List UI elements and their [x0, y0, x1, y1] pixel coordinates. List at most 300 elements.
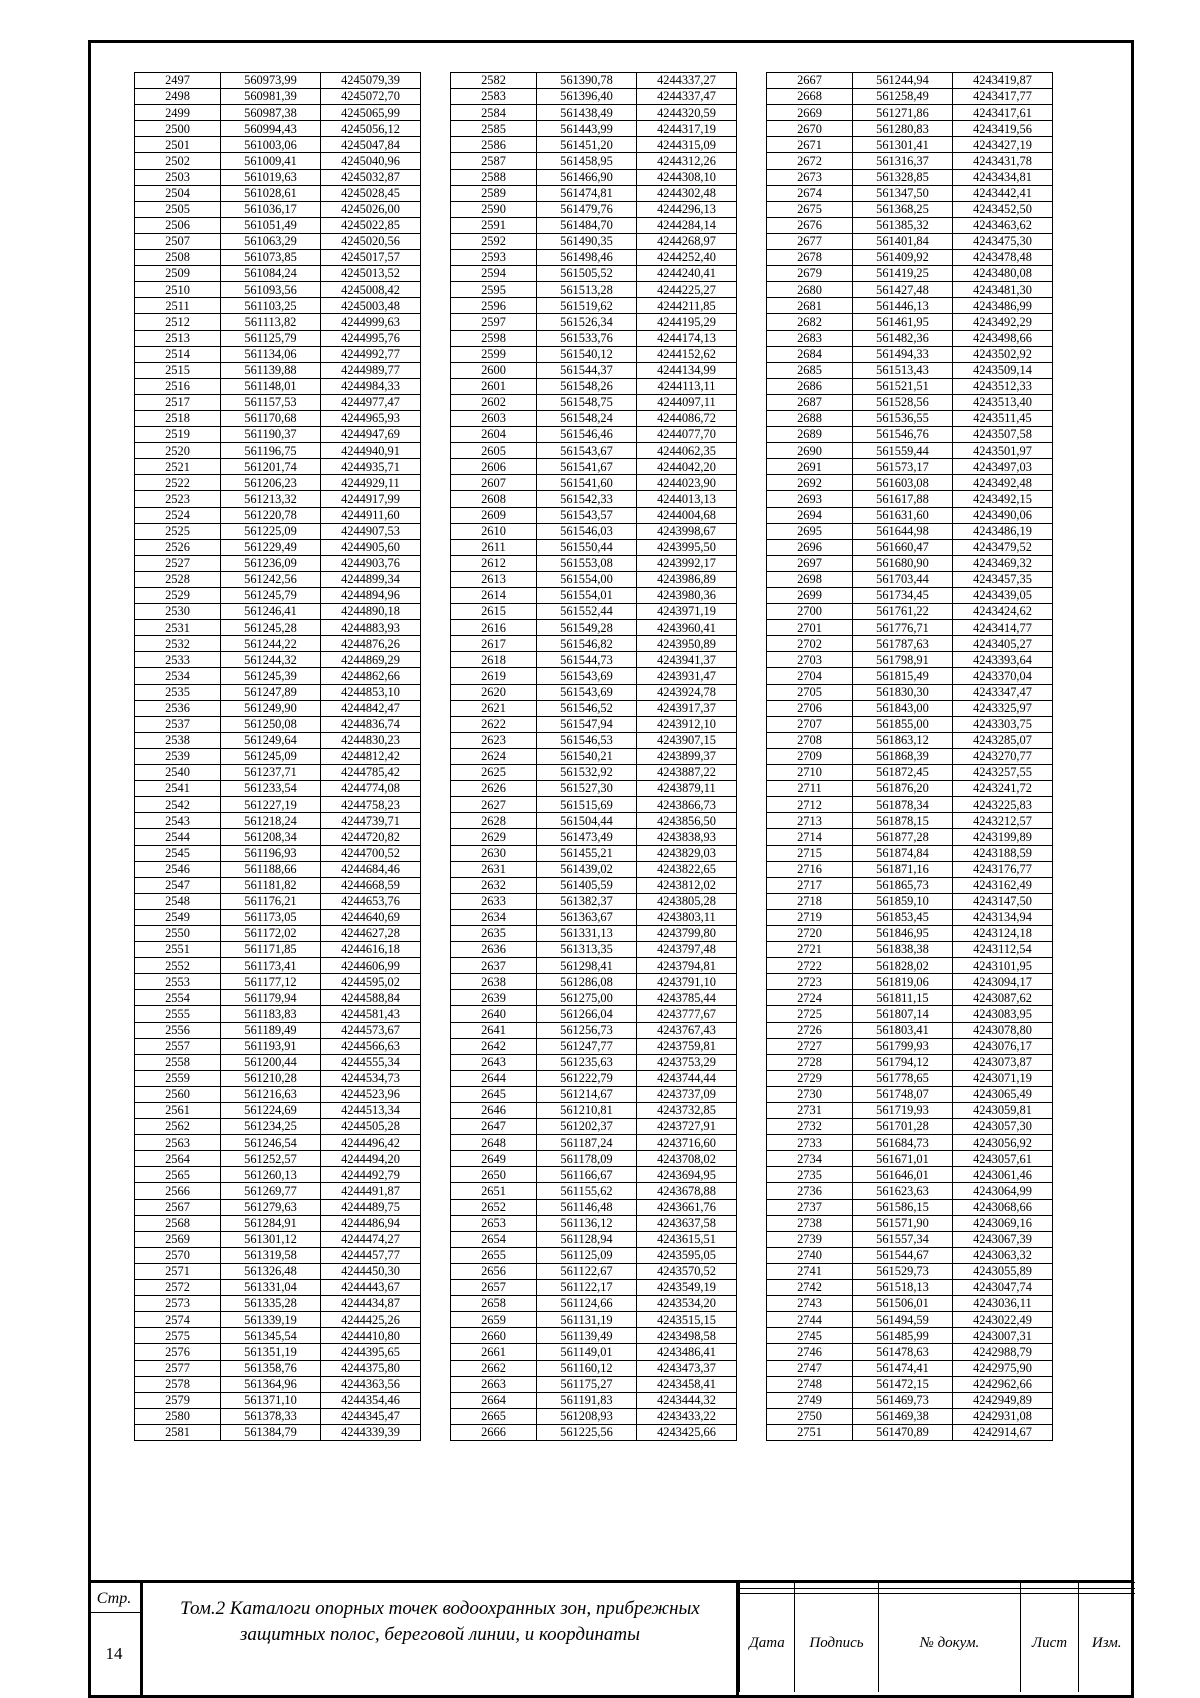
- point-number: 2499: [135, 105, 221, 121]
- table-row: [451, 845, 737, 861]
- coordinate-y: 4243463,62: [953, 217, 1053, 233]
- point-number: 2644: [451, 1070, 537, 1086]
- coordinate-x: 561855,00: [853, 716, 953, 732]
- table-row: [451, 1054, 737, 1070]
- table-row: [451, 1247, 737, 1263]
- table-row: [767, 1328, 1053, 1344]
- coordinate-x: 561125,79: [221, 330, 321, 346]
- coordinate-y: 4244097,11: [637, 394, 737, 410]
- point-number: 2663: [451, 1376, 537, 1392]
- point-number: 2736: [767, 1183, 853, 1199]
- coordinate-x: 561246,54: [221, 1135, 321, 1151]
- coordinate-x: 561236,09: [221, 555, 321, 571]
- coordinate-x: 561177,12: [221, 974, 321, 990]
- point-number: 2538: [135, 732, 221, 748]
- coordinate-y: 4242962,66: [953, 1376, 1053, 1392]
- coordinate-x: 561504,44: [537, 813, 637, 829]
- coordinate-y: 4243737,09: [637, 1086, 737, 1102]
- coordinate-x: 561527,30: [537, 781, 637, 797]
- table-row: [135, 620, 421, 636]
- table-row: [451, 877, 737, 893]
- coordinate-y: 4243417,61: [953, 105, 1053, 121]
- point-number: 2590: [451, 201, 537, 217]
- table-row: [135, 185, 421, 201]
- table-row: [451, 1070, 737, 1086]
- coordinate-x: 561819,06: [853, 974, 953, 990]
- coordinate-y: 4244555,34: [321, 1054, 421, 1070]
- coordinate-x: 561019,63: [221, 169, 321, 185]
- coordinate-x: 561543,69: [537, 668, 637, 684]
- coordinate-x: 561245,39: [221, 668, 321, 684]
- coordinate-y: 4243176,77: [953, 861, 1053, 877]
- point-number: 2687: [767, 394, 853, 410]
- coordinate-y: 4245072,70: [321, 89, 421, 105]
- coordinate-y: 4244004,68: [637, 507, 737, 523]
- page-number-cell: [88, 1580, 143, 1695]
- point-number: 2512: [135, 314, 221, 330]
- coordinate-x: 561828,02: [853, 958, 953, 974]
- point-number: 2543: [135, 813, 221, 829]
- point-number: 2744: [767, 1312, 853, 1328]
- coordinate-x: 561319,58: [221, 1247, 321, 1263]
- coordinate-y: 4244354,46: [321, 1392, 421, 1408]
- coordinates-table-3: [766, 72, 1053, 1441]
- coordinate-x: 561494,33: [853, 346, 953, 362]
- table-row: [767, 1376, 1053, 1392]
- point-number: 2666: [451, 1424, 537, 1440]
- table-row: [767, 362, 1053, 378]
- point-number: 2635: [451, 925, 537, 941]
- point-number: 2515: [135, 362, 221, 378]
- point-number: 2629: [451, 829, 537, 845]
- coordinate-x: 561461,95: [853, 314, 953, 330]
- point-number: 2534: [135, 668, 221, 684]
- table-row: [767, 121, 1053, 137]
- table-row: [451, 362, 737, 378]
- table-row: [135, 523, 421, 539]
- point-number: 2741: [767, 1263, 853, 1279]
- point-number: 2686: [767, 378, 853, 394]
- coordinate-y: 4243303,75: [953, 716, 1053, 732]
- table-row: [451, 555, 737, 571]
- point-number: 2697: [767, 555, 853, 571]
- point-number: 2497: [135, 73, 221, 89]
- coordinate-x: 561521,51: [853, 378, 953, 394]
- coordinate-y: 4244911,60: [321, 507, 421, 523]
- coordinate-y: 4243431,78: [953, 153, 1053, 169]
- coordinate-x: 561548,75: [537, 394, 637, 410]
- table-row: [767, 475, 1053, 491]
- table-row: [767, 1167, 1053, 1183]
- point-number: 2640: [451, 1006, 537, 1022]
- coordinate-x: 561542,33: [537, 491, 637, 507]
- point-number: 2718: [767, 893, 853, 909]
- coordinate-x: 561794,12: [853, 1054, 953, 1070]
- coordinate-x: 561548,26: [537, 378, 637, 394]
- coordinate-x: 561335,28: [221, 1296, 321, 1312]
- table-row: [767, 1263, 1053, 1279]
- table-row: [135, 1312, 421, 1328]
- point-number: 2705: [767, 684, 853, 700]
- table-row: [767, 1038, 1053, 1054]
- table-row: [451, 1183, 737, 1199]
- coordinate-y: 4243907,15: [637, 732, 737, 748]
- coordinate-y: 4245047,84: [321, 137, 421, 153]
- point-number: 2599: [451, 346, 537, 362]
- table-row: [451, 571, 737, 587]
- coordinate-x: 561125,09: [537, 1247, 637, 1263]
- table-row: [451, 153, 737, 169]
- coordinate-x: 561148,01: [221, 378, 321, 394]
- coordinate-x: 561003,06: [221, 137, 321, 153]
- table-row: [451, 716, 737, 732]
- coordinate-y: 4244443,67: [321, 1280, 421, 1296]
- coordinate-y: 4243424,62: [953, 604, 1053, 620]
- table-row: [135, 73, 421, 89]
- table-row: [135, 314, 421, 330]
- coordinate-y: 4244700,52: [321, 845, 421, 861]
- table-row: [135, 1247, 421, 1263]
- page-number: 14: [105, 1644, 123, 1663]
- table-row: [451, 475, 737, 491]
- coordinate-y: 4242949,89: [953, 1392, 1053, 1408]
- table-row: [135, 1022, 421, 1038]
- table-row: [451, 330, 737, 346]
- coordinate-y: 4243257,55: [953, 765, 1053, 781]
- coordinate-x: 561245,28: [221, 620, 321, 636]
- point-number: 2583: [451, 89, 537, 105]
- stamp-signature-label: Подпись: [795, 1594, 879, 1692]
- point-number: 2514: [135, 346, 221, 362]
- coordinate-y: 4245020,56: [321, 233, 421, 249]
- table-row: [767, 684, 1053, 700]
- coordinate-x: 561301,41: [853, 137, 953, 153]
- coordinate-y: 4243486,99: [953, 298, 1053, 314]
- coordinate-y: 4243427,19: [953, 137, 1053, 153]
- table-row: [135, 925, 421, 941]
- point-number: 2571: [135, 1263, 221, 1279]
- point-number: 2507: [135, 233, 221, 249]
- coordinate-y: 4243478,48: [953, 250, 1053, 266]
- table-row: [451, 217, 737, 233]
- point-number: 2654: [451, 1231, 537, 1247]
- table-row: [767, 491, 1053, 507]
- table-row: [451, 459, 737, 475]
- coordinate-x: 561139,49: [537, 1328, 637, 1344]
- table-row: [135, 1167, 421, 1183]
- coordinate-x: 561559,44: [853, 443, 953, 459]
- point-number: 2527: [135, 555, 221, 571]
- coordinate-y: 4244296,13: [637, 201, 737, 217]
- point-number: 2554: [135, 990, 221, 1006]
- table-row: [451, 829, 737, 845]
- coordinate-x: 560994,43: [221, 121, 321, 137]
- table-row: [767, 89, 1053, 105]
- document-title-line-1: Том.2 Каталоги опорных точек водоохранных зон, прибрежных: [180, 1598, 700, 1619]
- coordinate-x: 561571,90: [853, 1215, 953, 1231]
- table-row: [451, 169, 737, 185]
- coordinate-x: 561210,28: [221, 1070, 321, 1086]
- coordinate-x: 561242,56: [221, 571, 321, 587]
- coordinate-x: 561183,83: [221, 1006, 321, 1022]
- coordinate-y: 4243325,97: [953, 700, 1053, 716]
- coordinate-x: 561546,82: [537, 636, 637, 652]
- coordinate-x: 561233,54: [221, 781, 321, 797]
- coordinate-x: 561378,33: [221, 1408, 321, 1424]
- table-row: [451, 1312, 737, 1328]
- coordinate-x: 561529,73: [853, 1263, 953, 1279]
- table-row: [135, 201, 421, 217]
- coordinate-x: 561188,66: [221, 861, 321, 877]
- coordinate-y: 4243444,32: [637, 1392, 737, 1408]
- point-number: 2558: [135, 1054, 221, 1070]
- table-row: [135, 1280, 421, 1296]
- coordinate-y: 4244627,28: [321, 925, 421, 941]
- coordinate-x: 561494,59: [853, 1312, 953, 1328]
- coordinate-y: 4243812,02: [637, 877, 737, 893]
- point-number: 2560: [135, 1086, 221, 1102]
- table-row: [135, 668, 421, 684]
- point-number: 2680: [767, 282, 853, 298]
- table-row: [451, 1215, 737, 1231]
- table-row: [767, 1344, 1053, 1360]
- coordinate-x: 561573,17: [853, 459, 953, 475]
- coordinate-y: 4243414,77: [953, 620, 1053, 636]
- table-row: [767, 1280, 1053, 1296]
- coordinate-x: 561225,09: [221, 523, 321, 539]
- point-number: 2608: [451, 491, 537, 507]
- table-row: [135, 1135, 421, 1151]
- table-row: [451, 974, 737, 990]
- coordinate-y: 4243199,89: [953, 829, 1053, 845]
- table-row: [451, 1280, 737, 1296]
- table-row: [451, 73, 737, 89]
- coordinate-y: 4244505,28: [321, 1119, 421, 1135]
- point-number: 2698: [767, 571, 853, 587]
- point-number: 2703: [767, 652, 853, 668]
- point-number: 2667: [767, 73, 853, 89]
- coordinate-y: 4243270,77: [953, 748, 1053, 764]
- coordinate-y: 4244883,93: [321, 620, 421, 636]
- table-row: [451, 185, 737, 201]
- point-number: 2568: [135, 1215, 221, 1231]
- coordinate-x: 561073,85: [221, 250, 321, 266]
- point-number: 2671: [767, 137, 853, 153]
- coordinate-y: 4244457,77: [321, 1247, 421, 1263]
- coordinate-y: 4243492,29: [953, 314, 1053, 330]
- coordinate-y: 4243887,22: [637, 765, 737, 781]
- coordinate-y: 4244450,30: [321, 1263, 421, 1279]
- point-number: 2679: [767, 266, 853, 282]
- point-number: 2711: [767, 781, 853, 797]
- coordinate-x: 561178,09: [537, 1151, 637, 1167]
- table-row: [451, 121, 737, 137]
- point-number: 2619: [451, 668, 537, 684]
- point-number: 2748: [767, 1376, 853, 1392]
- coordinate-x: 561103,25: [221, 298, 321, 314]
- point-number: 2712: [767, 797, 853, 813]
- table-row: [451, 684, 737, 700]
- coordinate-y: 4244284,14: [637, 217, 737, 233]
- point-number: 2647: [451, 1119, 537, 1135]
- coordinate-x: 561778,65: [853, 1070, 953, 1086]
- coordinate-y: 4243492,48: [953, 475, 1053, 491]
- coordinate-y: 4243101,95: [953, 958, 1053, 974]
- coordinate-y: 4243497,03: [953, 459, 1053, 475]
- coordinate-y: 4243147,50: [953, 893, 1053, 909]
- coordinate-y: 4243838,93: [637, 829, 737, 845]
- table-row: [135, 571, 421, 587]
- coordinate-x: 561586,15: [853, 1199, 953, 1215]
- table-row: [451, 668, 737, 684]
- point-number: 2702: [767, 636, 853, 652]
- point-number: 2501: [135, 137, 221, 153]
- coordinate-y: 4244774,08: [321, 781, 421, 797]
- point-number: 2655: [451, 1247, 537, 1263]
- table-row: [135, 1103, 421, 1119]
- coordinate-y: 4243162,49: [953, 877, 1053, 893]
- point-number: 2684: [767, 346, 853, 362]
- coordinate-x: 561544,67: [853, 1247, 953, 1263]
- coordinate-x: 561506,01: [853, 1296, 953, 1312]
- table-row: [767, 861, 1053, 877]
- coordinate-y: 4243481,30: [953, 282, 1053, 298]
- coordinate-y: 4244474,27: [321, 1231, 421, 1247]
- point-number: 2688: [767, 410, 853, 426]
- coordinate-y: 4243971,19: [637, 604, 737, 620]
- table-row: [451, 748, 737, 764]
- coordinate-x: 561548,24: [537, 410, 637, 426]
- coordinate-y: 4243879,11: [637, 781, 737, 797]
- coordinate-x: 561191,83: [537, 1392, 637, 1408]
- coordinate-x: 561189,49: [221, 1022, 321, 1038]
- point-number: 2593: [451, 250, 537, 266]
- point-number: 2690: [767, 443, 853, 459]
- coordinate-y: 4244345,47: [321, 1408, 421, 1424]
- coordinate-y: 4243134,94: [953, 909, 1053, 925]
- coordinate-y: 4244375,80: [321, 1360, 421, 1376]
- coordinate-y: 4243785,44: [637, 990, 737, 1006]
- table-row: [451, 346, 737, 362]
- point-number: 2733: [767, 1135, 853, 1151]
- coordinate-y: 4244653,76: [321, 893, 421, 909]
- table-row: [767, 250, 1053, 266]
- point-number: 2595: [451, 282, 537, 298]
- point-number: 2634: [451, 909, 537, 925]
- coordinate-x: 561244,32: [221, 652, 321, 668]
- point-number: 2522: [135, 475, 221, 491]
- coordinate-y: 4242914,67: [953, 1424, 1053, 1440]
- coordinate-x: 561122,17: [537, 1280, 637, 1296]
- coordinate-y: 4245032,87: [321, 169, 421, 185]
- point-number: 2677: [767, 233, 853, 249]
- coordinate-x: 561245,09: [221, 748, 321, 764]
- coordinate-x: 561249,64: [221, 732, 321, 748]
- point-number: 2582: [451, 73, 537, 89]
- table-row: [135, 604, 421, 620]
- point-number: 2553: [135, 974, 221, 990]
- coordinate-y: 4243661,76: [637, 1199, 737, 1215]
- point-number: 2646: [451, 1103, 537, 1119]
- coordinate-x: 561484,70: [537, 217, 637, 233]
- point-number: 2540: [135, 765, 221, 781]
- coordinate-x: 561216,63: [221, 1086, 321, 1102]
- table-row: [767, 298, 1053, 314]
- table-row: [135, 362, 421, 378]
- coordinate-x: 561175,27: [537, 1376, 637, 1392]
- point-number: 2626: [451, 781, 537, 797]
- point-number: 2620: [451, 684, 537, 700]
- point-number: 2708: [767, 732, 853, 748]
- point-number: 2575: [135, 1328, 221, 1344]
- table-row: [767, 636, 1053, 652]
- table-row: [135, 748, 421, 764]
- coordinate-y: 4243777,67: [637, 1006, 737, 1022]
- coordinate-x: 561256,73: [537, 1022, 637, 1038]
- table-row: [135, 716, 421, 732]
- point-number: 2707: [767, 716, 853, 732]
- coordinate-y: 4243615,51: [637, 1231, 737, 1247]
- coordinate-y: 4243498,58: [637, 1328, 737, 1344]
- coordinate-y: 4244890,18: [321, 604, 421, 620]
- coordinate-y: 4245013,52: [321, 266, 421, 282]
- point-number: 2525: [135, 523, 221, 539]
- coordinate-x: 561173,05: [221, 909, 321, 925]
- table-row: [451, 813, 737, 829]
- coordinate-x: 561200,44: [221, 1054, 321, 1070]
- table-row: [451, 700, 737, 716]
- coordinate-y: 4243502,92: [953, 346, 1053, 362]
- coordinate-x: 561803,41: [853, 1022, 953, 1038]
- point-number: 2645: [451, 1086, 537, 1102]
- coordinate-y: 4242931,08: [953, 1408, 1053, 1424]
- table-row: [135, 1183, 421, 1199]
- table-row: [451, 394, 737, 410]
- table-row: [767, 105, 1053, 121]
- point-number: 2506: [135, 217, 221, 233]
- point-number: 2721: [767, 942, 853, 958]
- coordinate-x: 561439,02: [537, 861, 637, 877]
- table-row: [135, 1392, 421, 1408]
- coordinate-x: 561363,67: [537, 909, 637, 925]
- coordinate-y: 4243064,99: [953, 1183, 1053, 1199]
- coordinate-y: 4242975,90: [953, 1360, 1053, 1376]
- table-row: [135, 765, 421, 781]
- table-row: [451, 491, 737, 507]
- point-number: 2547: [135, 877, 221, 893]
- coordinate-y: 4243439,05: [953, 588, 1053, 604]
- coordinate-y: 4243063,32: [953, 1247, 1053, 1263]
- point-number: 2579: [135, 1392, 221, 1408]
- point-number: 2729: [767, 1070, 853, 1086]
- coordinate-y: 4243924,78: [637, 684, 737, 700]
- table-row: [451, 1424, 737, 1440]
- coordinate-y: 4244077,70: [637, 427, 737, 443]
- table-row: [767, 1006, 1053, 1022]
- point-number: 2725: [767, 1006, 853, 1022]
- coordinate-y: 4243507,58: [953, 427, 1053, 443]
- table-row: [767, 507, 1053, 523]
- point-number: 2746: [767, 1344, 853, 1360]
- coordinate-y: 4244086,72: [637, 410, 737, 426]
- coordinate-x: 561401,84: [853, 233, 953, 249]
- point-number: 2682: [767, 314, 853, 330]
- coordinate-x: 560981,39: [221, 89, 321, 105]
- coordinate-x: 561546,03: [537, 523, 637, 539]
- table-row: [767, 394, 1053, 410]
- coordinate-x: 561128,94: [537, 1231, 637, 1247]
- point-number: 2556: [135, 1022, 221, 1038]
